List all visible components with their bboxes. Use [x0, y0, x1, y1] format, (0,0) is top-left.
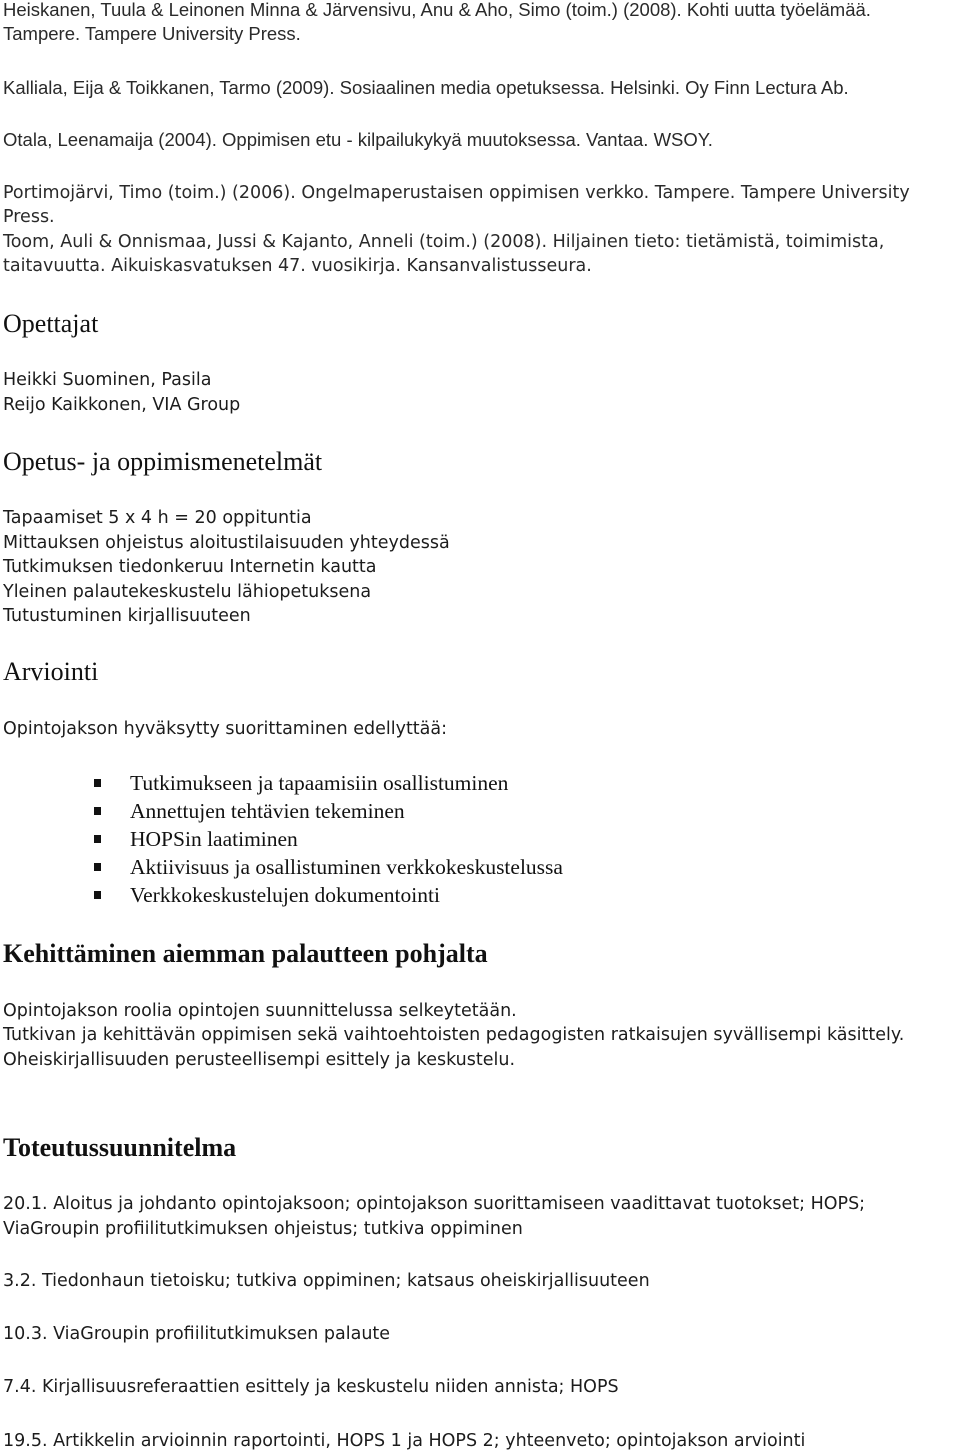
list-item — [3, 825, 563, 853]
development-line: Opintojakson roolia opintojen suunnittelussa selkeytetään. — [3, 1001, 517, 1021]
plan-item: 19.5. Artikkelin arvioinnin raportointi, HOPS 1 ja HOPS 2; yhteenveto; opintojakson arviointi — [3, 1431, 806, 1451]
list-item — [3, 769, 563, 797]
assessment-intro: Opintojakson hyväksytty suorittaminen edellyttää: — [3, 719, 448, 739]
list-item-text: Tutkimukseen ja tapaamisiin osallistuminen — [130, 771, 509, 795]
square-bullet-icon — [94, 891, 101, 899]
plan-item: 20.1. Aloitus ja johdanto opintojaksoon; opintojakson suorittamiseen vaadittavat tuotokset; HOPS; ViaGroupin profiilitutkimuksen ohjeistus; tutkiva oppiminen — [3, 1194, 866, 1239]
reference-toom: Toom, Auli & Onnismaa, Jussi & Kajanto, Anneli (toim.) (2008). Hiljainen tieto: tietämistä, toimimista, taitavuutta. Aikuiskasvatuksen 47. vuosikirja. Kansanvalistusseura. — [3, 232, 885, 276]
teachers-heading: Opettajat — [3, 309, 99, 338]
list-item — [3, 881, 563, 909]
development-heading: Kehittäminen aiemman palautteen pohjalta — [3, 939, 488, 968]
methods-heading: Opetus- ja oppimismenetelmät — [3, 447, 323, 476]
square-bullet-icon — [94, 807, 101, 815]
development-line: Oheiskirjallisuuden perusteellisempi esittely ja keskustelu. — [3, 1050, 516, 1070]
teacher-line: Reijo Kaikkonen, VIA Group — [3, 395, 241, 415]
reference-otala: Otala, Leenamaija (2004). Oppimisen etu - kilpailukykyä muutoksessa. Vantaa. WSOY. — [3, 129, 713, 150]
methods-line: Tutkimuksen tiedonkeruu Internetin kautta — [3, 557, 377, 577]
reference-heiskanen: Heiskanen, Tuula & Leinonen Minna & Järvensivu, Anu & Aho, Simo (toim.) (2008). Kohti uutta työelämää. Tampere. Tampere University Press. — [3, 0, 871, 44]
square-bullet-icon — [94, 779, 101, 787]
development-line: Tutkivan ja kehittävän oppimisen sekä vaihtoehtoisten pedagogisten ratkaisujen syvällisempi käsittely. — [3, 1025, 905, 1045]
list-item-text: Annettujen tehtävien tekeminen — [130, 799, 405, 823]
plan-item: 10.3. ViaGroupin profiilitutkimuksen palaute — [3, 1324, 391, 1344]
methods-line: Yleinen palautekeskustelu lähiopetuksena — [3, 582, 372, 602]
methods-line: Tapaamiset 5 x 4 h = 20 oppituntia — [3, 508, 312, 528]
plan-item: 3.2. Tiedonhaun tietoisku; tutkiva oppiminen; katsaus oheiskirjallisuuteen — [3, 1271, 650, 1291]
plan-heading: Toteutussuunnitelma — [3, 1133, 237, 1162]
plan-item: 7.4. Kirjallisuusreferaattien esittely ja keskustelu niiden annista; HOPS — [3, 1377, 619, 1397]
teacher-line: Heikki Suominen, Pasila — [3, 370, 212, 390]
list-item-text: Aktiivisuus ja osallistuminen verkkokeskustelussa — [130, 855, 563, 879]
list-item — [3, 853, 563, 881]
square-bullet-icon — [94, 863, 101, 871]
reference-kalliala: Kalliala, Eija & Toikkanen, Tarmo (2009). Sosiaalinen media opetuksessa. Helsinki. Oy Finn Lectura Ab. — [3, 77, 849, 98]
list-item-text: Verkkokeskustelujen dokumentointi — [130, 883, 440, 907]
list-item — [3, 797, 563, 825]
methods-line: Mittauksen ohjeistus aloitustilaisuuden yhteydessä — [3, 533, 450, 553]
square-bullet-icon — [94, 835, 101, 843]
methods-line: Tutustuminen kirjallisuuteen — [3, 606, 251, 626]
reference-portimojarvi: Portimojärvi, Timo (toim.) (2006). Ongelmaperustaisen oppimisen verkko. Tampere. Tampere University Press. — [3, 183, 910, 227]
list-item-text: HOPSin laatiminen — [130, 827, 298, 851]
assessment-requirements-list — [3, 769, 563, 909]
assessment-heading: Arviointi — [3, 657, 99, 686]
